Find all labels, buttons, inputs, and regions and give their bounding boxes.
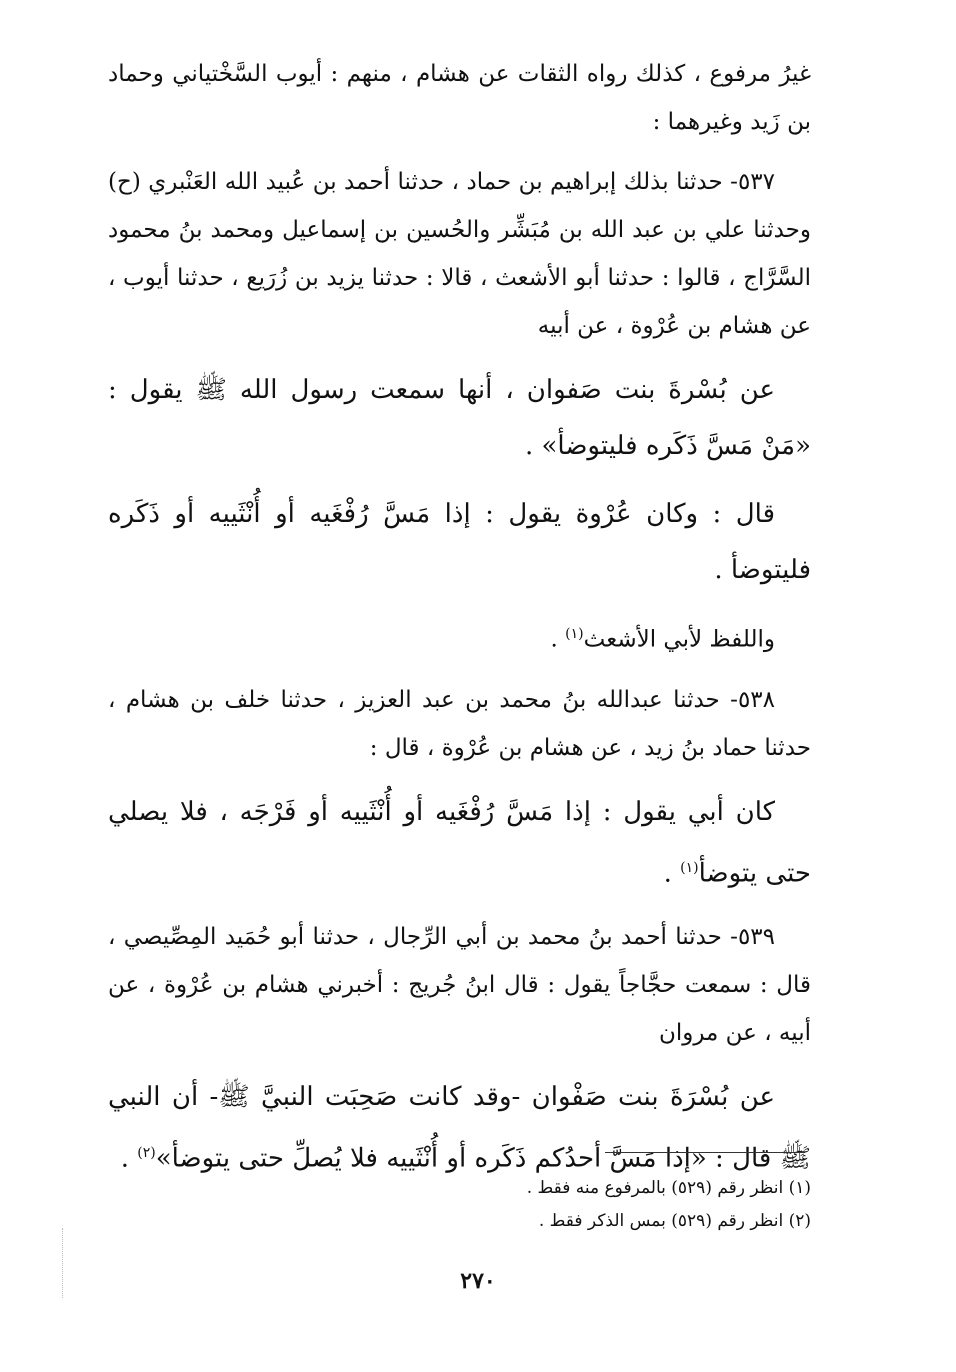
- paragraph-wording-note: واللفظ لأبي الأشعث$^{(١)}$ .: [550, 626, 775, 653]
- footnote-2: (٢) انظر رقم (٥٢٩) بمس الذكر فقط .: [538, 1211, 811, 1231]
- hadith-539-matn-text: عن بُسْرَةَ بنت صَفْوان -وقد كانت صَحِبَت النبيَّ ﷺ- أن النبي ﷺ قال : «إذا مَسَّ أحدُكم ذَكَره أو أُنْثَييه فلا يُصلِّ حتى يتوضأ»: [108, 1082, 811, 1174]
- footnote-ref-2: (١): [680, 859, 699, 876]
- footnote-ref-3: (٢): [137, 1145, 156, 1162]
- footnote-ref-1: (١): [565, 626, 584, 642]
- hadith-538-matn-text: كان أبي يقول : إذا مَسَّ رُفْغَيه أو أُنْثَييه أو فَرْجَه ، فلا يصلي حتى يتوضأ: [108, 796, 811, 889]
- paragraph-hadith-537-isnad: ٥٣٧- حدثنا بذلك إبراهيم بن حماد ، حدثنا أحمد بن عُبيد الله العَنْبري (ح) وحدثنا علي بن عبد الله بن مُبَشِّر والحُسين بن إسماعيل ومحمد بنُ محمود السَّرَّاج ، قالوا : حدثنا أبو الأشعث ، قالا : حدثنا يزيد بن زُرَيع ، حدثنا أيوب ، عن هشام بن عُرْوة ، عن أبيه: [108, 169, 811, 339]
- paragraph-hadith-538-isnad: ٥٣٨- حدثنا عبدالله بنُ محمد بن عبد العزيز ، حدثنا خلف بن هشام ، حدثنا حماد بنُ زيد ، عن هشام بن عُرْوة ، قال :: [108, 686, 811, 761]
- paragraph-hadith-537-matn: عن بُسْرةَ بنت صَفوان ، أنها سمعت رسول الله ﷺ يقول : «مَنْ مَسَّ ذَكَره فليتوضأ» .: [108, 375, 811, 461]
- footnotes: [420, 1172, 811, 1238]
- paragraph-hadith-538-matn: كان أبي يقول : إذا مَسَّ رُفْغَيه أو أُنْثَييه أو فَرْجَه ، فلا يصلي حتى يتوضأ$^{(١)}$ .: [108, 796, 811, 889]
- wording-note-text: واللفظ لأبي الأشعث: [583, 626, 775, 653]
- paragraph-hadith-539-matn: عن بُسْرَةَ بنت صَفْوان -وقد كانت صَحِبَت النبيَّ ﷺ- أن النبي ﷺ قال : «إذا مَسَّ أحدُكم ذَكَره أو أُنْثَييه فلا يُصلِّ حتى يتوضأ»$^{(٢)}$ .: [108, 1082, 811, 1174]
- paragraph-urwa-saying: قال : وكان عُرْوة يقول : إذا مَسَّ رُفْغَيه أو أُنْثَييه أو ذَكَره فليتوضأ .: [108, 499, 811, 585]
- paragraph-hadith-539-isnad: ٥٣٩- حدثنا أحمد بنُ محمد بن أبي الرِّجال ، حدثنا أبو حُمَيد المِصِّيصي ، قال : سمعت حجَّاجاً يقول : قال ابنُ جُريج : أخبرني هشام بن عُرْوة ، عن أبيه ، عن مروان: [108, 924, 811, 1047]
- footnote-separator: [605, 1152, 805, 1153]
- paragraph-intro: غيرُ مرفوع ، كذلك رواه الثقات عن هشام ، منهم : أيوب السَّخْتياني وحماد بن زَيد وغيرهما :: [108, 61, 811, 135]
- footnote-1: (١) انظر رقم (٥٢٩) بالمرفوع منه فقط .: [526, 1178, 811, 1198]
- page-number: ٢٧٠: [460, 1268, 496, 1294]
